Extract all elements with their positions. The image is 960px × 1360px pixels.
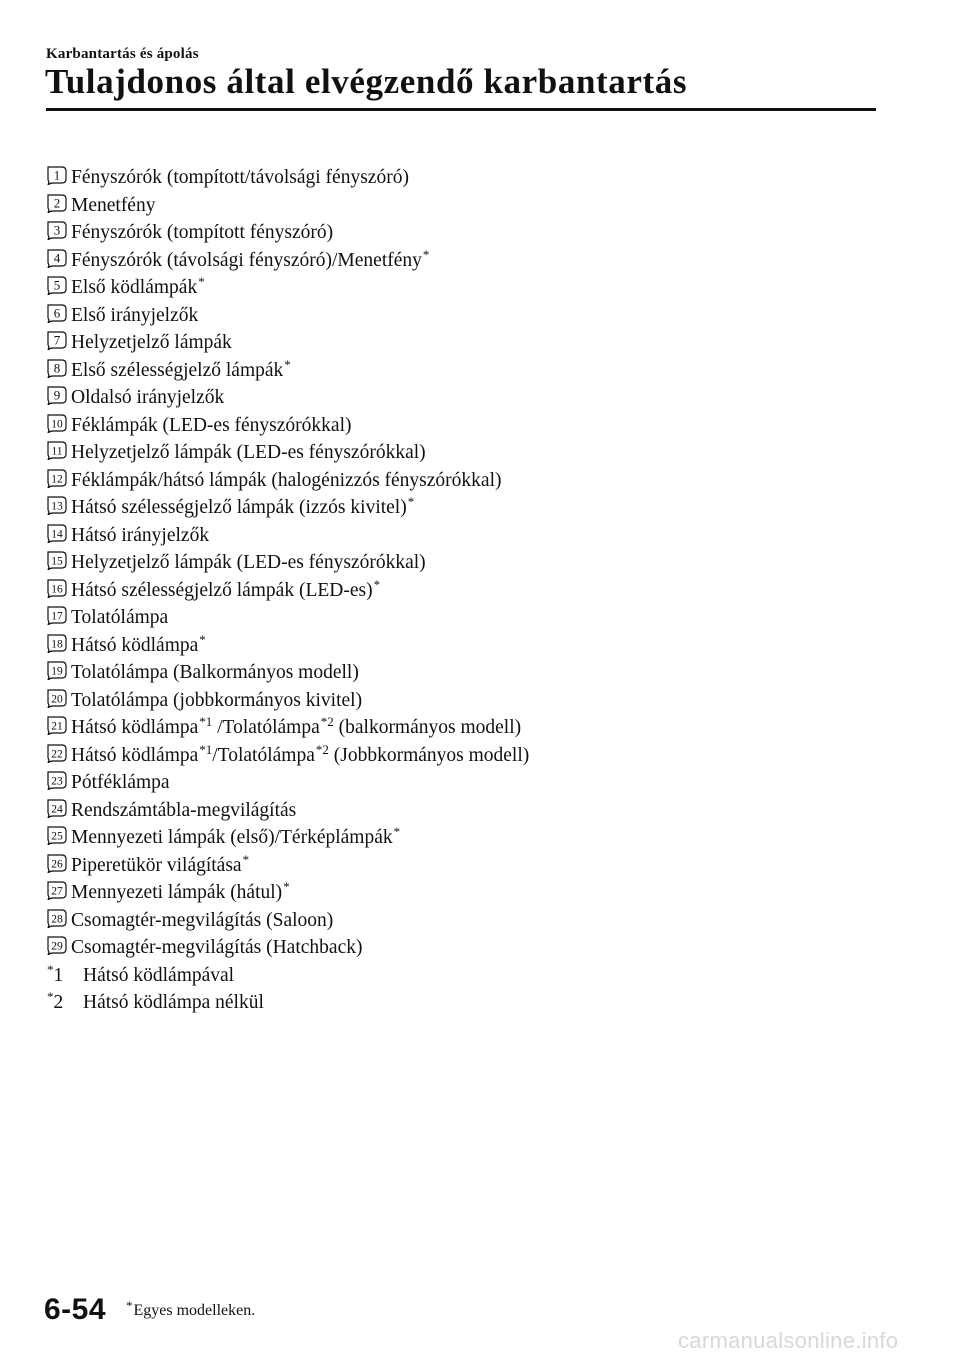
legend-number-badge bbox=[46, 385, 68, 405]
legend-number-badge bbox=[46, 330, 68, 350]
svg-text:9: 9 bbox=[53, 387, 61, 403]
legend-number-badge bbox=[46, 523, 68, 543]
legend-label bbox=[71, 412, 351, 440]
watermark: carmanualsonline.info bbox=[678, 1328, 899, 1353]
legend-number-badge bbox=[46, 770, 68, 790]
legend-label bbox=[71, 522, 209, 550]
legend-label bbox=[71, 274, 205, 303]
svg-text:17: 17 bbox=[51, 610, 63, 623]
legend-text: Hátsó ködlámpa bbox=[71, 634, 199, 656]
legend-footnote-mark: *1 bbox=[199, 741, 213, 757]
legend-text: Hátsó ködlámpa bbox=[71, 744, 199, 766]
legend-text: Hátsó irányjelzők bbox=[71, 524, 210, 546]
legend-label bbox=[71, 907, 333, 935]
legend-label bbox=[71, 714, 521, 743]
legend-number-badge bbox=[46, 495, 68, 515]
svg-text:6: 6 bbox=[53, 305, 61, 320]
footnote-number: 1 bbox=[53, 964, 64, 986]
legend-label bbox=[71, 934, 362, 962]
legend-number-badge bbox=[46, 248, 68, 268]
page-number: 6-54 bbox=[44, 1293, 107, 1326]
footer-note bbox=[125, 1298, 256, 1320]
legend-text: Tolatólámpa bbox=[71, 607, 169, 628]
svg-text:27: 27 bbox=[51, 885, 63, 898]
legend-footnote-mark: * bbox=[393, 824, 401, 839]
legend-number-badge bbox=[46, 358, 68, 378]
legend-label bbox=[71, 687, 362, 715]
legend-text: Féklámpák/hátsó lámpák (halogénizzós fényszórókkal) bbox=[71, 469, 502, 491]
legend-footnote-mark: * bbox=[284, 356, 291, 372]
svg-text:22: 22 bbox=[51, 748, 63, 760]
footer-note-mark: * bbox=[126, 1298, 133, 1313]
legend-label bbox=[71, 494, 414, 523]
legend-number-badge bbox=[46, 578, 68, 598]
svg-text:28: 28 bbox=[51, 913, 63, 925]
legend-text: Hátsó szélességjelző lámpák (izzós kivitel) bbox=[71, 497, 407, 518]
legend-number-badge bbox=[46, 193, 68, 213]
legend-text: Tolatólámpa (jobbkormányos kivitel) bbox=[71, 689, 363, 711]
legend-footnote-mark: * bbox=[407, 494, 415, 509]
legend-text: (Jobbkormányos modell) bbox=[328, 744, 530, 766]
footer-note-text: Egyes modelleken. bbox=[133, 1302, 256, 1319]
legend-number-badge bbox=[46, 853, 68, 873]
legend-text: Első ködlámpák bbox=[71, 277, 198, 298]
footnote-mark bbox=[46, 962, 63, 991]
legend-text: Fényszórók (távolsági fényszóró)/Menetfény bbox=[71, 249, 422, 271]
legend-text: Hátsó szélességjelző lámpák (LED-es) bbox=[71, 579, 373, 601]
svg-text:23: 23 bbox=[51, 775, 63, 788]
legend-number-badge bbox=[46, 633, 68, 653]
legend-text: Csomagtér-megvilágítás (Saloon) bbox=[71, 909, 334, 931]
legend-number-badge bbox=[46, 550, 68, 570]
svg-text:21: 21 bbox=[51, 720, 63, 733]
legend-text: /Tolatólámpa bbox=[212, 717, 320, 738]
legend-text: Mennyezeti lámpák (hátul) bbox=[71, 882, 283, 903]
legend-label bbox=[71, 219, 333, 247]
legend-footnote-mark: * bbox=[199, 631, 206, 647]
svg-text:14: 14 bbox=[51, 528, 63, 540]
svg-text:3: 3 bbox=[53, 222, 61, 238]
svg-text:29: 29 bbox=[51, 940, 63, 953]
legend-text: Mennyezeti lámpák (első)/Térképlámpák bbox=[71, 827, 393, 848]
legend-label bbox=[71, 604, 168, 632]
legend-label bbox=[71, 852, 249, 881]
legend-label bbox=[71, 357, 291, 386]
legend-number-badge bbox=[46, 660, 68, 680]
title-rule bbox=[46, 108, 876, 111]
legend-text: Helyzetjelző lámpák (LED-es fényszórókkal) bbox=[71, 442, 426, 463]
svg-text:26: 26 bbox=[51, 858, 63, 870]
svg-text:4: 4 bbox=[53, 250, 61, 265]
footnote-number: 2 bbox=[53, 992, 64, 1013]
legend-label bbox=[71, 769, 170, 797]
legend-label bbox=[71, 742, 529, 771]
legend-number-badge bbox=[46, 688, 68, 708]
svg-text:20: 20 bbox=[51, 693, 63, 705]
legend-number-badge bbox=[46, 440, 68, 460]
legend-number-badge bbox=[46, 825, 68, 845]
legend-text: Rendszámtábla-megvilágítás bbox=[71, 799, 297, 821]
legend-text: /Tolatólámpa bbox=[212, 744, 315, 766]
legend-number-badge bbox=[46, 798, 68, 818]
svg-text:11: 11 bbox=[51, 445, 63, 458]
legend-label bbox=[71, 329, 232, 357]
svg-text:12: 12 bbox=[51, 473, 63, 485]
legend-label bbox=[71, 192, 155, 220]
legend-footnote-mark: * bbox=[283, 879, 290, 894]
legend-text: Helyzetjelző lámpák bbox=[71, 332, 232, 353]
svg-text:7: 7 bbox=[53, 332, 61, 348]
footnote-mark bbox=[46, 989, 63, 1018]
legend-label bbox=[71, 824, 400, 853]
legend-number-badge bbox=[46, 220, 68, 240]
legend-number-badge bbox=[46, 303, 68, 323]
footnote-text: Hátsó ködlámpa nélkül bbox=[83, 992, 264, 1013]
svg-text:5: 5 bbox=[53, 277, 61, 293]
legend-label bbox=[71, 797, 296, 825]
legend-footnote-mark: * bbox=[198, 274, 205, 289]
svg-text:18: 18 bbox=[51, 638, 63, 650]
svg-text:16: 16 bbox=[51, 583, 63, 595]
legend-label bbox=[71, 577, 380, 606]
legend-number-badge bbox=[46, 908, 68, 928]
legend-number-badge bbox=[46, 880, 68, 900]
svg-text:15: 15 bbox=[51, 555, 63, 568]
legend-text: Tolatólámpa (Balkormányos modell) bbox=[71, 662, 359, 683]
legend-text: Fényszórók (tompított/távolsági fényszóró) bbox=[71, 167, 409, 188]
svg-text:24: 24 bbox=[51, 803, 63, 815]
legend-text: Piperetükör világítása bbox=[71, 854, 242, 876]
legend-number-badge bbox=[46, 935, 68, 955]
legend-footnote-mark: *2 bbox=[315, 741, 329, 757]
legend-text: Első szélességjelző lámpák bbox=[71, 359, 284, 381]
legend-text: Első irányjelzők bbox=[71, 304, 199, 326]
legend-footnote-mark: *1 bbox=[199, 714, 213, 729]
legend-text: Pótféklámpa bbox=[71, 772, 170, 793]
legend-text: Fényszórók (tompított fényszóró) bbox=[71, 222, 334, 243]
svg-text:19: 19 bbox=[51, 665, 63, 678]
legend-number-badge bbox=[46, 413, 68, 433]
legend-number-badge bbox=[46, 165, 68, 185]
legend-footnote-mark: * bbox=[373, 576, 381, 592]
legend-label bbox=[71, 164, 409, 192]
section-label: Karbantartás és ápolás bbox=[46, 46, 199, 62]
page-title: Tulajdonos által elvégzendő karbantartás bbox=[45, 62, 688, 101]
legend-number-badge bbox=[46, 743, 68, 763]
legend-number-badge bbox=[46, 715, 68, 735]
legend-label bbox=[71, 247, 429, 276]
legend-number-badge bbox=[46, 275, 68, 295]
svg-text:10: 10 bbox=[51, 418, 63, 430]
legend-footnote-mark: * bbox=[242, 851, 250, 867]
footnote-text: Hátsó ködlámpával bbox=[83, 964, 235, 986]
asterisk-icon: * bbox=[47, 961, 54, 977]
legend-label bbox=[71, 439, 426, 467]
legend-text: Hátsó ködlámpa bbox=[71, 717, 199, 738]
legend-label bbox=[71, 632, 206, 661]
legend-label bbox=[71, 384, 224, 412]
legend-number-badge bbox=[46, 468, 68, 488]
svg-text:8: 8 bbox=[53, 360, 61, 375]
legend-text: (balkormányos modell) bbox=[333, 717, 522, 738]
legend-text: Csomagtér-megvilágítás (Hatchback) bbox=[71, 937, 363, 958]
legend-label bbox=[71, 879, 290, 908]
svg-text:13: 13 bbox=[51, 500, 63, 513]
legend-text: Menetfény bbox=[71, 194, 156, 216]
legend-label bbox=[71, 467, 502, 495]
legend-text: Helyzetjelző lámpák (LED-es fényszórókkal) bbox=[71, 552, 426, 573]
legend-footnote-mark: *2 bbox=[320, 714, 334, 729]
legend-footnote-mark: * bbox=[422, 246, 430, 262]
legend-label bbox=[71, 549, 426, 577]
legend-number-badge bbox=[46, 605, 68, 625]
svg-text:2: 2 bbox=[53, 195, 61, 210]
legend-label bbox=[71, 302, 198, 330]
asterisk-icon: * bbox=[47, 989, 54, 1004]
legend-text: Féklámpák (LED-es fényszórókkal) bbox=[71, 414, 352, 436]
legend-label bbox=[71, 659, 359, 687]
legend-text: Oldalsó irányjelzők bbox=[71, 387, 225, 408]
svg-text:25: 25 bbox=[51, 830, 63, 843]
svg-text:1: 1 bbox=[53, 167, 61, 183]
